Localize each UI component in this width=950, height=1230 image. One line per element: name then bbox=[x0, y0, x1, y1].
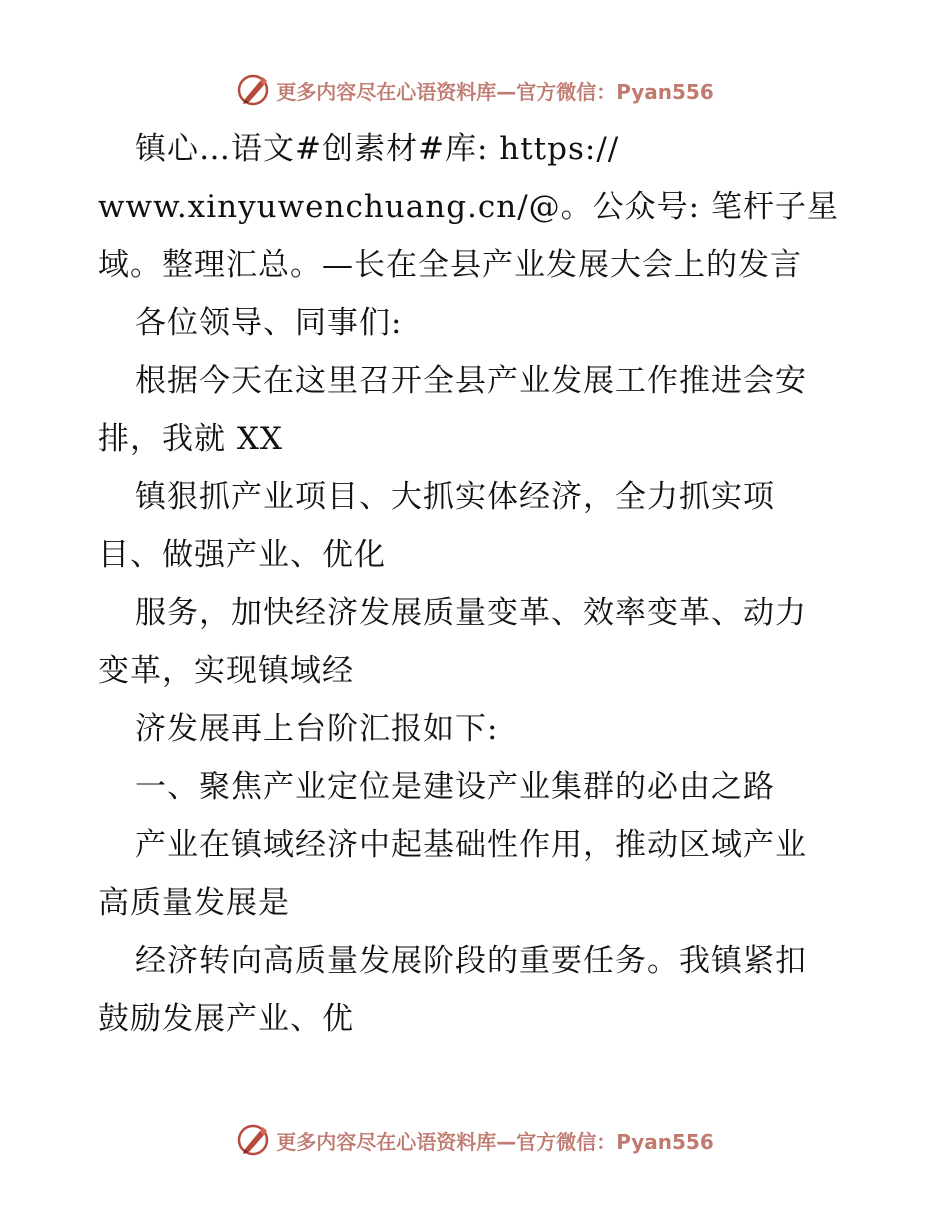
text-line: 一、聚焦产业定位是建设产业集群的必由之路 bbox=[135, 769, 775, 805]
text-line: 镇狠抓产业项目、大抓实体经济，全力抓实项 bbox=[135, 479, 775, 515]
header-watermark-text: 更多内容尽在心语资料库—官方微信：Pyan556 bbox=[276, 79, 714, 104]
text-line: 目、做强产业、优化 bbox=[98, 537, 386, 573]
text-line: 经济转向高质量发展阶段的重要任务。我镇紧扣 bbox=[135, 943, 807, 979]
pen-logo-icon bbox=[236, 1122, 272, 1158]
footer-watermark bbox=[0, 1120, 950, 1160]
document-body bbox=[98, 120, 858, 1048]
text-line: 变革，实现镇域经 bbox=[98, 653, 354, 689]
text-line: 排，我就 XX bbox=[98, 421, 283, 457]
footer-watermark-text: 更多内容尽在心语资料库—官方微信：Pyan556 bbox=[276, 1129, 714, 1154]
text-line: 各位领导、同事们: bbox=[135, 305, 403, 341]
text-line: 产业在镇域经济中起基础性作用，推动区域产业 bbox=[135, 827, 807, 863]
pen-logo-icon bbox=[236, 72, 272, 108]
text-line: 根据今天在这里召开全县产业发展工作推进会安 bbox=[135, 363, 807, 399]
text-line: 鼓励发展产业、优 bbox=[98, 1001, 354, 1037]
text-line: www.xinyuwenchuang.cn/@。公众号: 笔杆子星 bbox=[98, 189, 839, 225]
text-line: 高质量发展是 bbox=[98, 885, 290, 921]
text-line: 服务，加快经济发展质量变革、效率变革、动力 bbox=[135, 595, 807, 631]
text-line: 济发展再上台阶汇报如下: bbox=[135, 711, 499, 747]
header-watermark bbox=[0, 70, 950, 110]
text-line: 镇心…语文#创素材#库: https:// bbox=[135, 131, 620, 167]
text-line: 域。整理汇总。—长在全县产业发展大会上的发言 bbox=[98, 247, 802, 283]
